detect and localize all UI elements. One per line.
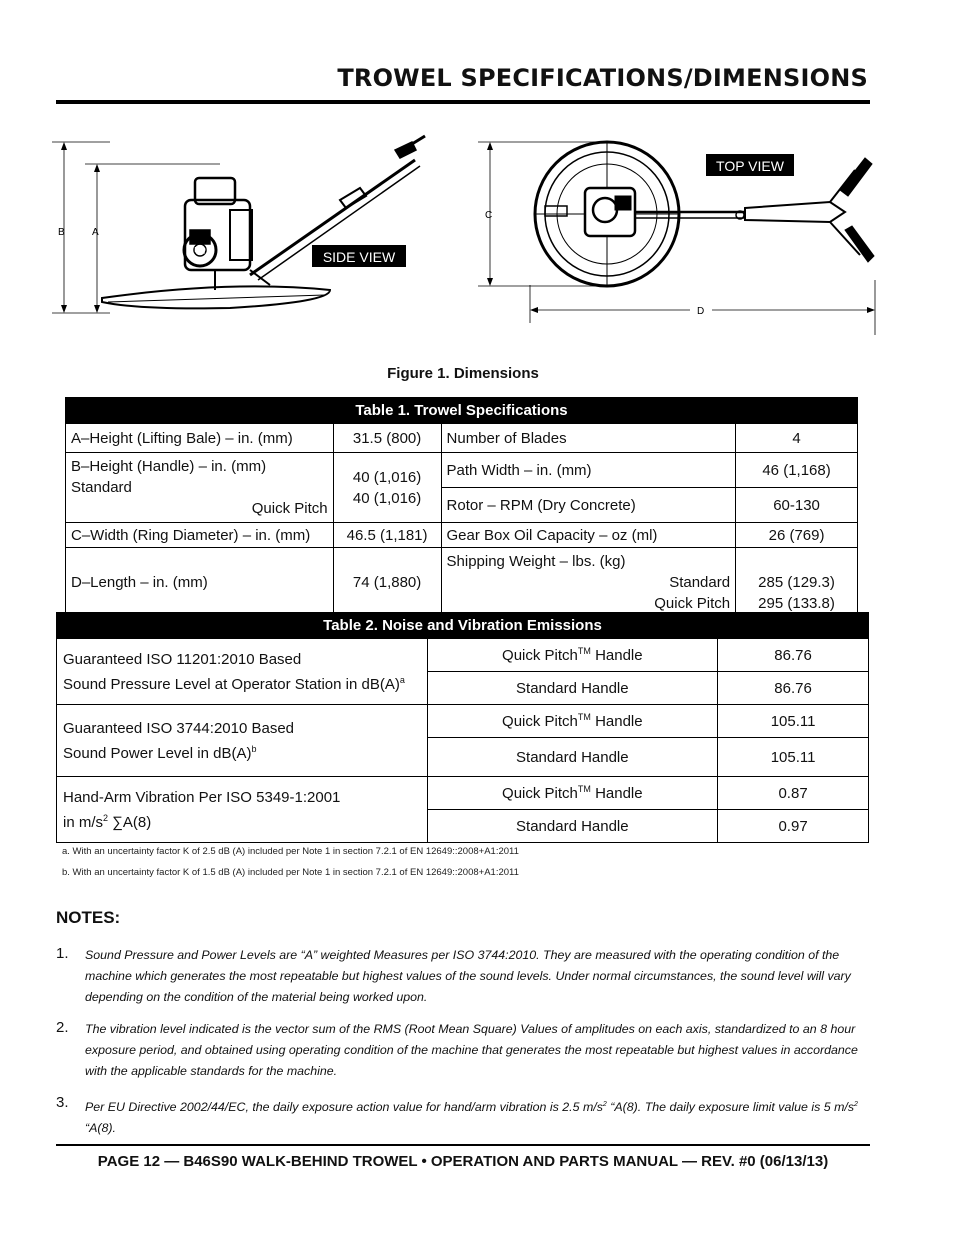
vibration-sum-label: ∑A(8) (108, 813, 152, 831)
tm-mark: TM (577, 712, 591, 722)
note-3-part1: Per EU Directive 2002/44/EC, the daily exposure action value for hand/arm vibration is 2.5 m/s (85, 1100, 603, 1115)
hand-arm-vibration-label (57, 777, 428, 843)
handle-text: Handle (590, 713, 643, 730)
vibration-quick-pitch-label (427, 777, 718, 810)
quick-pitch-text: Quick Pitch (502, 647, 578, 664)
spec-d-label: D–Length – in. (mm) (66, 548, 334, 618)
spec-c-label: C–Width (Ring Diameter) – in. (mm) (66, 523, 334, 548)
sound-power-quick-pitch-value: 105.11 (718, 705, 869, 738)
title-rule (56, 100, 870, 104)
dimensions-figure (40, 130, 900, 340)
spec-b-value-standard: 40 (1,016) (352, 468, 422, 486)
sound-pressure-standard-label: Standard Handle (427, 672, 718, 705)
trowel-specifications-table (65, 397, 858, 618)
sound-pressure-label (57, 639, 428, 705)
vibration-line1: Hand-Arm Vibration Per ISO 5349-1:2001 (63, 788, 341, 806)
spec-b-label: B–Height (Handle) – in. (mm) Standard (71, 458, 267, 496)
spec-blades-value: 4 (736, 424, 858, 453)
sound-pressure-line2 (63, 670, 421, 695)
footnote-ref-a: a (399, 674, 405, 685)
note-3-exp1: 2 (602, 1101, 607, 1108)
side-view-label: SIDE VIEW (322, 249, 396, 265)
handle-text: Handle (590, 647, 643, 664)
table2-title: Table 2. Noise and Vibration Emissions (57, 613, 869, 639)
figure-caption: Figure 1. Dimensions (387, 365, 539, 382)
vibration-quick-pitch-value: 0.87 (718, 777, 869, 810)
top-view-label: TOP VIEW (716, 158, 784, 174)
spec-b-value-quick: 40 (1,016) (352, 489, 422, 507)
spec-ship-label: Shipping Weight – lbs. (kg) (446, 553, 626, 570)
spec-oil-value: 26 (769) (736, 523, 858, 548)
spec-path-label: Path Width – in. (mm) (441, 453, 736, 488)
footnote-b: b. With an uncertainty factor K of 1.5 dB (A) included per Note 1 in section 7.2.1 of EN 12649::2008+A1:2011 (62, 867, 519, 878)
footer-rule (56, 1144, 870, 1146)
tm-mark: TM (577, 646, 591, 656)
spec-blades-label: Number of Blades (441, 424, 736, 453)
dim-a-label: A (92, 227, 99, 238)
vibration-line2 (63, 808, 421, 833)
dim-c-label: C (485, 210, 493, 221)
footnote-ref-b: b (251, 743, 257, 754)
spec-ship-value-cell (736, 548, 858, 618)
sound-pressure-line2-text: Sound Pressure Level at Operator Station in dB(A) (63, 675, 400, 693)
spec-ship-cell (441, 548, 736, 618)
spec-ship-quick-value: 295 (133.8) (758, 595, 835, 612)
footnote-a: a. With an uncertainty factor K of 2.5 dB (A) included per Note 1 in section 7.2.1 of EN 12649::2008+A1:2011 (62, 846, 519, 857)
vibration-unit: in m/s (63, 813, 104, 831)
page-title: TROWEL SPECIFICATIONS/DIMENSIONS (337, 64, 868, 92)
note-3-part3: “A(8). (85, 1121, 116, 1136)
noise-vibration-table (56, 612, 869, 843)
spec-b-sub-label: Quick Pitch (251, 500, 328, 517)
quick-pitch-text: Quick Pitch (502, 785, 578, 802)
handle-text: Handle (590, 785, 643, 802)
spec-ship-standard-value: 285 (129.3) (758, 574, 835, 591)
spec-a-value: 31.5 (800) (333, 424, 441, 453)
vibration-unit-exponent: 2 (103, 812, 109, 823)
dim-b-label: B (58, 227, 65, 238)
page-footer: PAGE 12 — B46S90 WALK-BEHIND TROWEL • OPERATION AND PARTS MANUAL — REV. #0 (06/13/13) (97, 1153, 829, 1170)
sound-pressure-line1: Guaranteed ISO 11201:2010 Based (63, 650, 302, 668)
spec-a-label: A–Height (Lifting Bale) – in. (mm) (66, 424, 334, 453)
sound-power-standard-value: 105.11 (718, 738, 869, 777)
trowel-drawing (40, 130, 900, 340)
spec-b-label-cell (66, 453, 334, 523)
spec-rotor-label: Rotor – RPM (Dry Concrete) (441, 488, 736, 523)
side-view-drawing (52, 136, 425, 313)
mq-logo: MQ (194, 247, 206, 254)
spec-oil-label: Gear Box Oil Capacity – oz (ml) (441, 523, 736, 548)
spec-rotor-value: 60-130 (736, 488, 858, 523)
top-view-drawing (478, 142, 875, 335)
sound-pressure-quick-pitch-value: 86.76 (718, 639, 869, 672)
spec-c-value: 46.5 (1,181) (333, 523, 441, 548)
spec-b-value-cell (333, 453, 441, 523)
spec-path-value: 46 (1,168) (736, 453, 858, 488)
note-1-text: Sound Pressure and Power Levels are “A” weighted Measures per ISO 3744:2010. They are measured with the operating condition of the machine which generates the most repeatable but highest values of the sound levels. Under normal circumstances, the sound level will vary depending on the condition of the material being worked upon. (85, 948, 851, 1004)
sound-power-line2-text: Sound Power Level in dB(A) (63, 744, 252, 762)
spec-d-value: 74 (1,880) (333, 548, 441, 618)
note-3-number: 3. (56, 1094, 69, 1111)
note-3-part2: “A(8). The daily exposure limit value is 5 m/s (606, 1100, 855, 1115)
dim-d-label: D (697, 306, 705, 317)
sound-power-label (57, 705, 428, 777)
note-2-text: The vibration level indicated is the vector sum of the RMS (Root Mean Square) Values of amplitudes on each axis, standardized to an 8 hour exposure period, and obtained using operating condition of the machine that generates the most repeatable but highest values in accordance with the applicable standards for the machine. (85, 1022, 858, 1078)
note-1-number: 1. (56, 945, 69, 962)
sound-power-line1: Guaranteed ISO 3744:2010 Based (63, 719, 295, 737)
note-3-exp2: 2 (854, 1101, 858, 1108)
vibration-standard-label: Standard Handle (427, 810, 718, 843)
note-3-text (85, 1094, 871, 1139)
spec-ship-standard-label: Standard (669, 574, 731, 591)
tm-mark: TM (577, 784, 591, 794)
note-2-number: 2. (56, 1019, 69, 1036)
sound-power-standard-label: Standard Handle (427, 738, 718, 777)
notes-heading: NOTES: (56, 908, 121, 927)
sound-power-quick-pitch-label (427, 705, 718, 738)
spec-ship-quick-label: Quick Pitch (654, 595, 731, 612)
vibration-standard-value: 0.97 (718, 810, 869, 843)
table1-title: Table 1. Trowel Specifications (66, 398, 858, 424)
sound-power-line2 (63, 739, 421, 764)
quick-pitch-text: Quick Pitch (502, 713, 578, 730)
sound-pressure-quick-pitch-label (427, 639, 718, 672)
sound-pressure-standard-value: 86.76 (718, 672, 869, 705)
